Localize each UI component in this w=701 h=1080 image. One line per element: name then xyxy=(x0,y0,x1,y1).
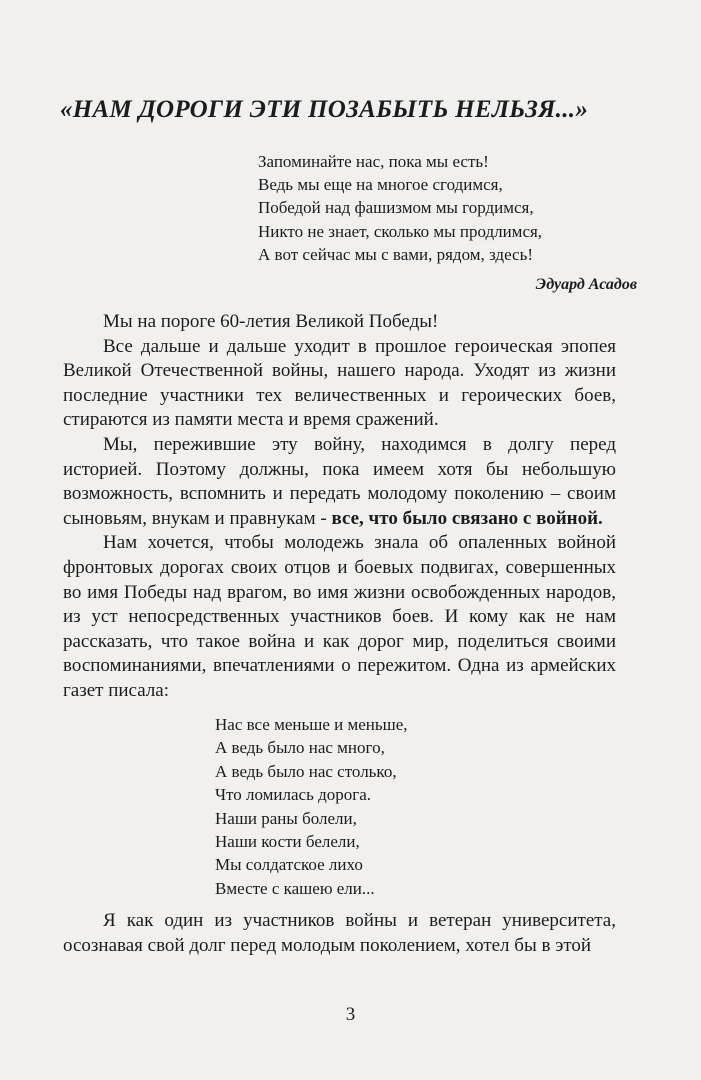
paragraph xyxy=(63,433,616,531)
epigraph-line: А вот сейчас мы с вами, рядом, здесь! xyxy=(258,244,533,264)
closing-text xyxy=(63,909,616,958)
paragraph: Все дальше и дальше уходит в прошлое героическая эпопея Великой Отечественной войны, нашего народа. Уходят из жизни последние участники тех величественных и героических боев, стираются из памяти места и время сражений. xyxy=(63,335,616,431)
poem-line: Нас все меньше и меньше, xyxy=(215,715,408,734)
poem-line: А ведь было нас много, xyxy=(215,738,385,758)
epigraph-line: Победой над фашизмом мы гордимся, xyxy=(258,198,534,218)
epigraph-line: Ведь мы еще на многое сгодимся, xyxy=(258,175,503,195)
paragraph-text: Мы, пережившие эту войну, находимся в долгу перед историей. Поэтому должны, пока имеем хотя бы небольшую возможность, вспомнить и передать молодому поколению – своим сыновьям, внукам и правнукам - xyxy=(63,433,616,529)
paragraph-bold-text: все, что было связано с войной. xyxy=(331,507,603,529)
body-text xyxy=(63,310,616,704)
poem-line: Вместе с кашею ели... xyxy=(215,878,375,898)
paragraph: Я как один из участников войны и ветеран университета, осознавая свой долг перед молодым поколением, хотел бы в этой xyxy=(63,910,616,956)
poem-line: Наши кости белели, xyxy=(215,832,360,852)
epigraph-author: Эдуард Асадов xyxy=(535,276,637,293)
poem-line: Что ломилась дорога. xyxy=(215,785,372,805)
poem-line: Мы солдатское лихо xyxy=(215,855,363,875)
poem-line: А ведь было нас столько, xyxy=(215,761,397,781)
epigraph-line: Никто не знает, сколько мы продлимся, xyxy=(258,221,543,241)
poem-line: Наши раны болели, xyxy=(215,808,357,828)
epigraph-poem xyxy=(258,150,542,266)
epigraph-line: Запоминайте нас, пока мы есть! xyxy=(258,152,489,171)
quoted-poem xyxy=(215,713,408,900)
page-title: «НАМ ДОРОГИ ЭТИ ПОЗАБЫТЬ НЕЛЬЗЯ...» xyxy=(60,96,589,123)
paragraph: Нам хочется, чтобы молодежь знала об опаленных войной фронтовых дорогах своих отцов и боевых подвигах, совершенных во имя Победы над врагом, во имя жизни освобожденных народов, из уст непосредственных участников боев. И кому как не нам рассказать, что такое война и как дорог мир, поделиться своими воспоминаниями, впечатлениями о пережитом. Одна из армейских газет писала: xyxy=(63,532,616,701)
paragraph: Мы на пороге 60-летия Великой Победы! xyxy=(103,311,439,332)
page-number: 3 xyxy=(345,1004,356,1025)
